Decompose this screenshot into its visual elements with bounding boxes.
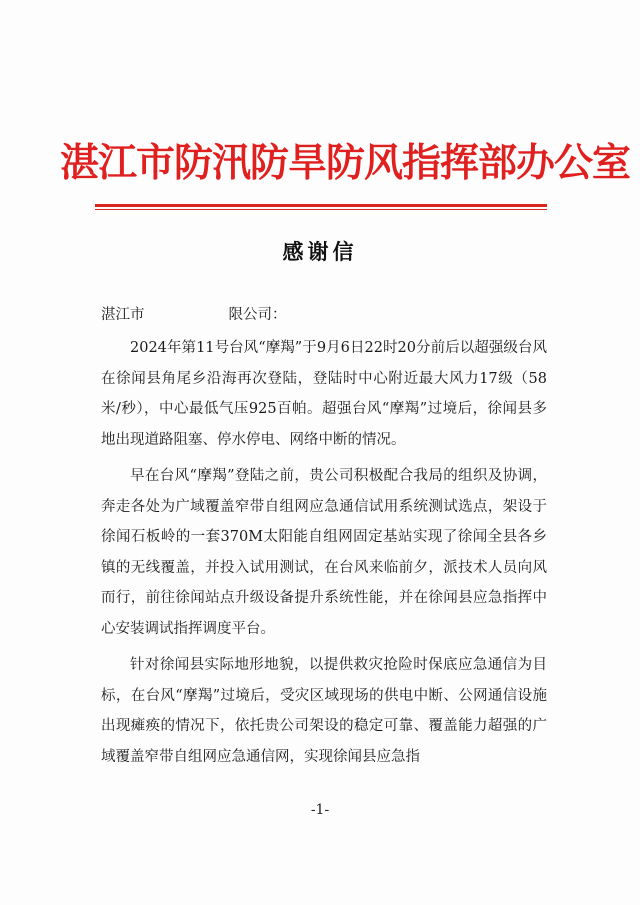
salutation — [101, 303, 287, 324]
salutation-company-suffix: 限公司： — [228, 307, 287, 323]
letter-body — [101, 333, 547, 778]
body-paragraph: 针对徐闻县实际地形地貌，以提供救灾抢险时保底应急通信为目标，在台风“摩羯”过境后，受灾区域现场的供电中断、公网通信设施出现瘫痪的情况下，依托贵公司架设的稳定可靠、覆盖能力超强的广域覆盖窄带自组网应急通信网，实现徐闻县应急指 — [101, 657, 547, 765]
body-paragraph: 2024年第11号台风“摩羯”于9月6日22时20分前后以超强级台风在徐闻县角尾乡沿海再次登陆，登陆时中心附近最大风力17级（58米/秒），中心最低气压925百帕。超强台风“摩羯”过境后，徐闻县多地出现道路阻塞、停水停电、网络中断的情况。 — [101, 340, 547, 448]
letter-title: 感谢信 — [282, 239, 358, 264]
salutation-city: 湛江市 — [101, 307, 145, 323]
issuing-organization-header: 湛江市防汛防旱防风指挥部办公室 — [60, 140, 631, 186]
red-separator-thick — [95, 204, 547, 207]
red-separator-thin — [95, 209, 547, 210]
page-number: -1- — [310, 802, 330, 818]
body-paragraph: 早在台风“摩羯”登陆之前，贵公司积极配合我局的组织及协调，奔走各处为广域覆盖窄带自组网应急通信试用系统测试选点，架设于徐闻石板岭的一套370M太阳能自组网固定基站实现了徐闻全县各乡镇的无线覆盖，并投入试用测试，在台风来临前夕，派技术人员向风而行，前往徐闻站点升级设备提升系统性能，并在徐闻县应急指挥中心安装调试指挥调度平台。 — [101, 468, 547, 637]
